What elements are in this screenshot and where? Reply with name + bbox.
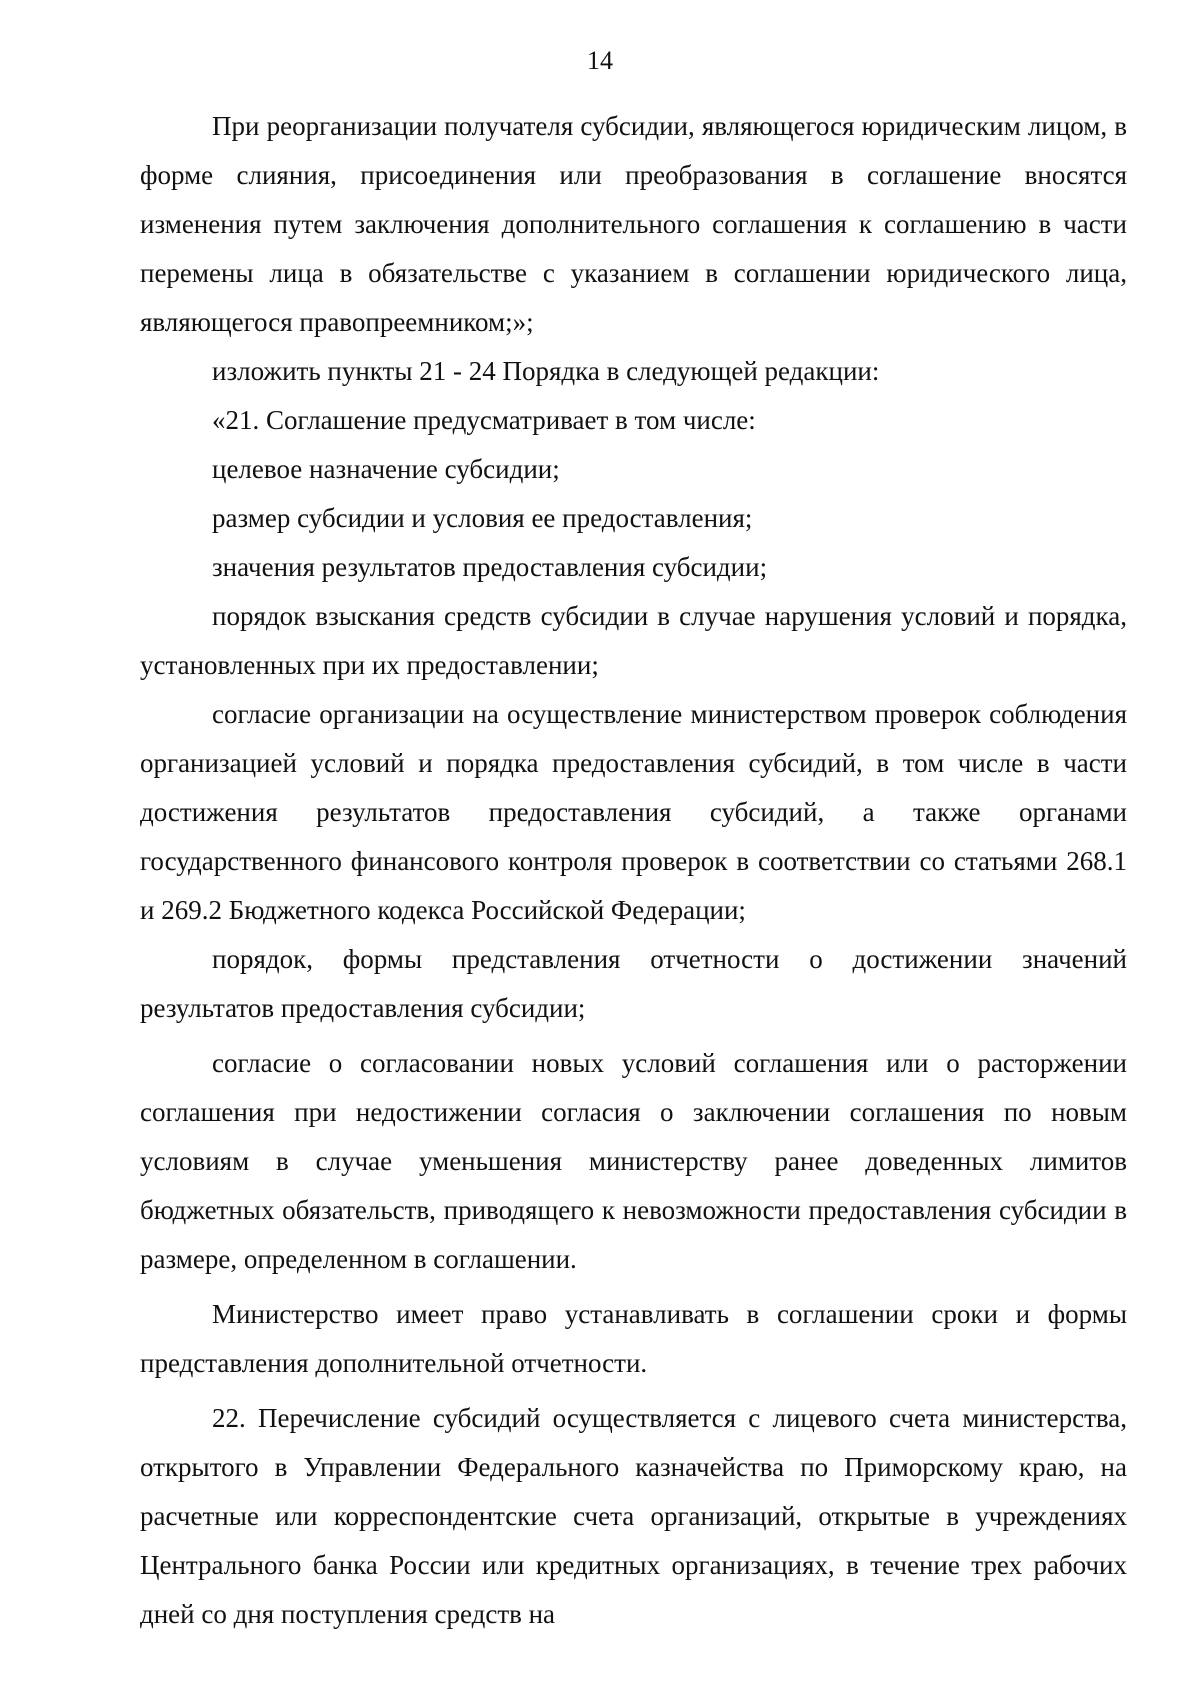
paragraph-amend-items: изложить пункты 21 - 24 Порядка в следующей редакции: bbox=[212, 356, 880, 386]
paragraph-consent-inspections: согласие организации на осуществление министерством проверок соблюдения организацией условий и порядка предоставления субсидий, в том числе в части достижения результатов предоставления субсидий, а также органами государственного финансового контроля проверок в соответствии со статьями 268.1 и 269.2 Бюджетного кодекса Российской Федерации; bbox=[140, 699, 1127, 925]
paragraph-ministry-right: Министерство имеет право устанавливать в соглашении сроки и формы представления дополнительной отчетности. bbox=[140, 1299, 1127, 1378]
page-number: 14 bbox=[587, 46, 613, 75]
paragraph-reorganization: При реорганизации получателя субсидии, являющегося юридическим лицом, в форме слияния, присоединения или преобразования в соглашение вносятся изменения путем заключения дополнительного соглашения к соглашению в части перемены лица в обязательстве с указанием в соглашении юридического лица, являющегося правопреемником;»; bbox=[140, 111, 1127, 337]
paragraph-new-conditions: согласие о согласовании новых условий соглашения или о расторжении соглашения при недостижении согласия о заключении соглашения по новым условиям в случае уменьшения министерству ранее доведенных лимитов бюджетных обязательств, приводящего к невозможности предоставления субсидии в размере, определенном в соглашении. bbox=[140, 1048, 1127, 1274]
document-body bbox=[140, 102, 1127, 1639]
paragraph-item-22: 22. Перечисление субсидий осуществляется с лицевого счета министерства, открытого в Управлении Федерального казначейства по Приморскому краю, на расчетные или корреспондентские счета организаций, открытые в учреждениях Центрального банка России или кредитных организациях, в течение трех рабочих дней со дня поступления средств на bbox=[140, 1403, 1127, 1629]
paragraph-purpose: целевое назначение субсидии; bbox=[212, 454, 560, 484]
paragraph-amount: размер субсидии и условия ее предоставления; bbox=[212, 503, 753, 533]
paragraph-recovery: порядок взыскания средств субсидии в случае нарушения условий и порядка, установленных при их предоставлении; bbox=[140, 601, 1127, 680]
paragraph-results: значения результатов предоставления субсидии; bbox=[212, 552, 768, 582]
paragraph-item-21: «21. Соглашение предусматривает в том числе: bbox=[212, 405, 756, 435]
paragraph-reporting: порядок, формы представления отчетности о достижении значений результатов предоставления субсидии; bbox=[140, 944, 1127, 1023]
